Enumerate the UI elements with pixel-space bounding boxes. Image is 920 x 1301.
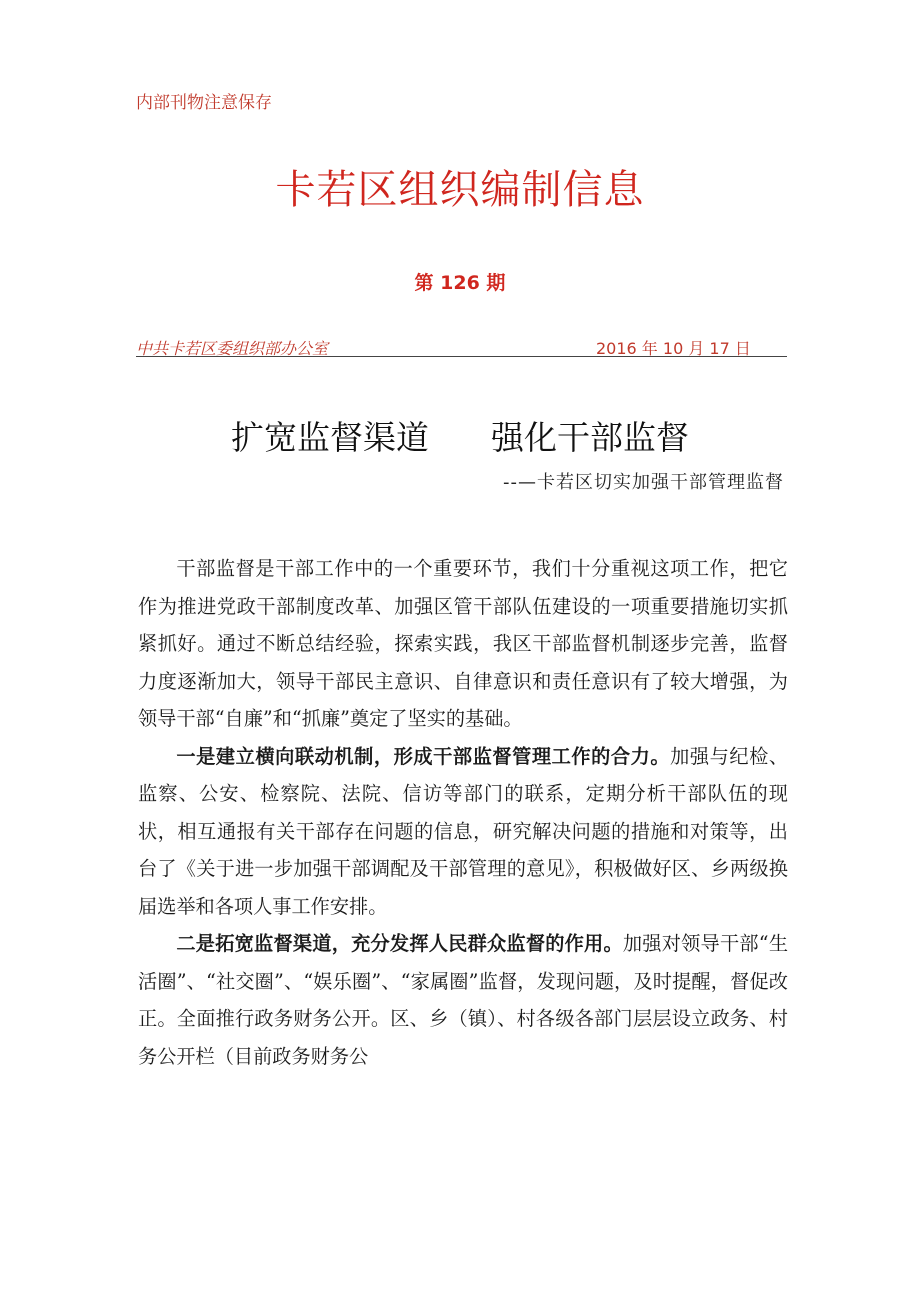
header-divider bbox=[136, 356, 787, 357]
paragraph-text: 加强与纪检、监察、公安、检察院、法院、信访等部门的联系，定期分析干部队伍的现状，相互通报有关干部存在问题的信息，研究解决问题的措施和对策等，出台了《关于进一步加强干部调配及干部管理的意见》，积极做好区、乡两级换届选举和各项人事工作安排。 bbox=[138, 744, 789, 918]
issuer-name: 中共卡若区委组织部办公室 bbox=[136, 339, 329, 358]
issue-date: 2016 年 10 月 17 日 bbox=[596, 339, 751, 358]
article-body bbox=[138, 550, 788, 1075]
article-title-part2: 强化干部监督 bbox=[491, 418, 689, 457]
paragraph bbox=[138, 738, 788, 926]
article-title bbox=[0, 412, 920, 459]
article-subtitle: --—卡若区切实加强干部管理监督 bbox=[503, 472, 784, 493]
article-title-part1: 扩宽监督渠道 bbox=[231, 418, 429, 457]
masthead-title: 卡若区组织编制信息 bbox=[275, 167, 645, 213]
paragraph-lead: 一是建立横向联动机制，形成干部监督管理工作的合力。 bbox=[176, 744, 671, 768]
paragraph-text: 干部监督是干部工作中的一个重要环节，我们十分重视这项工作，把它作为推进党政干部制度改革、加强区管干部队伍建设的一项重要措施切实抓紧抓好。通过不断总结经验，探索实践，我区干部监督机制逐步完善，监督力度逐渐加大，领导干部民主意识、自律意识和责任意识有了较大增强，为领导干部“自廉”和“抓廉”奠定了坚实的基础。 bbox=[138, 557, 788, 730]
issue-number: 第 126 期 bbox=[414, 272, 506, 294]
paragraph bbox=[138, 550, 788, 738]
paragraph-text: 加强对领导干部“生活圈”、“社交圈”、“娱乐圈”、“家属圈”监督，发现问题，及时提醒，督促改正。全面推行政务财务公开。区、乡（镇）、村各级各部门层层设立政务、村务公开栏（目前政务财务公 bbox=[138, 932, 789, 1068]
paragraph-lead: 二是拓宽监督渠道，充分发挥人民群众监督的作用。 bbox=[176, 932, 623, 955]
paragraph bbox=[138, 925, 788, 1075]
internal-notice: 内部刊物注意保存 bbox=[136, 93, 272, 113]
